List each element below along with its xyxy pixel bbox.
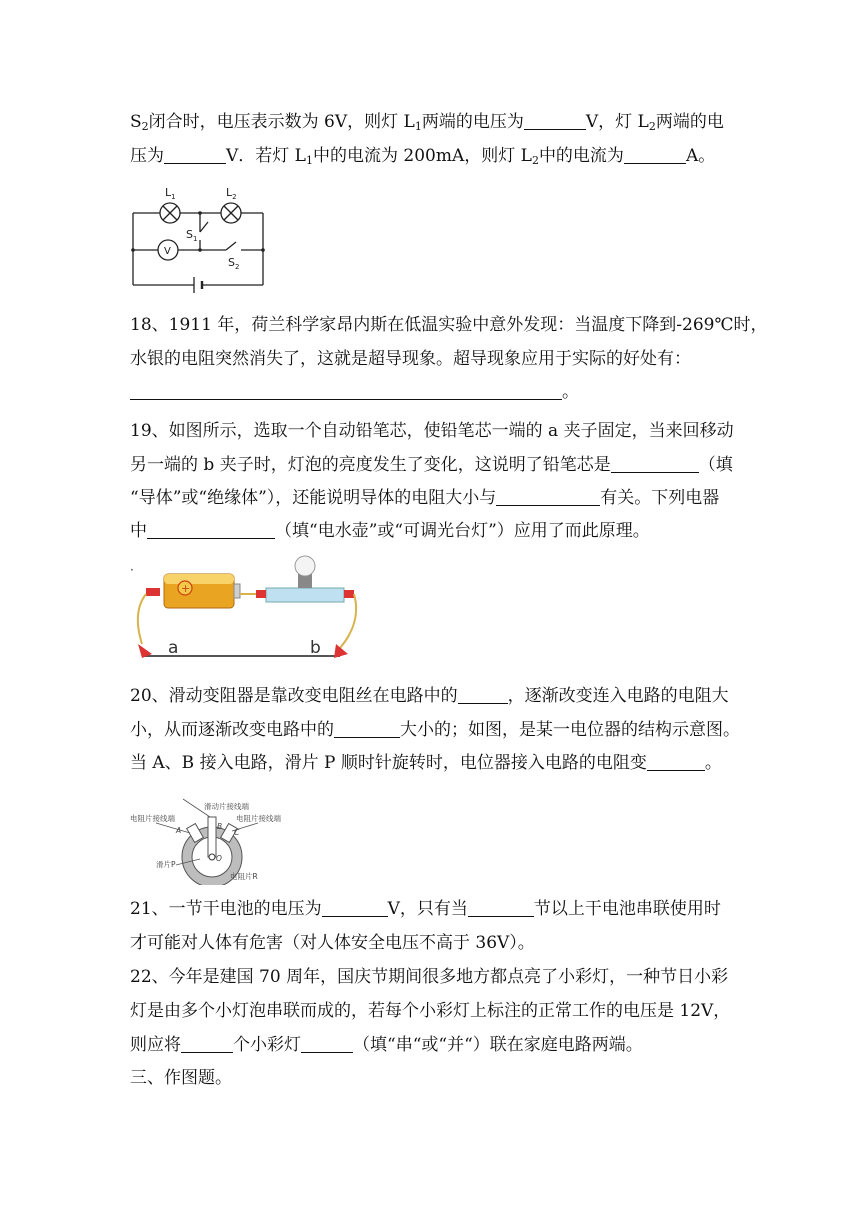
q17-line-2: 压为 V．若灯 $L_1$中的电流为 200mA，则灯 $L_2$中的电流为 A。: [130, 146, 716, 167]
q19-line-1: 19、如图所示，选取一个自动铅笔芯，使铅笔芯一端的 a 夹子固定，当来回移动: [130, 421, 734, 441]
answer-blank[interactable]: [624, 146, 686, 164]
q22-line-2: 灯是由多个小灯泡串联而成的，若每个小彩灯上标注的正常工作的电压是 12V，: [130, 1001, 731, 1021]
label-resistor-terminal-left: 电阻片接线端: [130, 814, 175, 823]
q21-line-1: 21、一节干电池的电压为 V，只有当 节以上干电池串联使用时: [130, 899, 721, 919]
label-C: C: [234, 828, 240, 837]
q18-line-2: 水银的电阻突然消失了，这就是超导现象。超导现象应用于实际的好处有：: [130, 349, 691, 369]
answer-blank[interactable]: [164, 146, 226, 164]
dot-mark: ·: [130, 563, 134, 577]
answer-blank[interactable]: [468, 899, 534, 917]
q18-line-3: 。: [130, 381, 579, 403]
q22-line-1: 22、今年是建国 70 周年，国庆节期间很多地方都点亮了小彩灯，一种节日小彩: [130, 967, 729, 987]
answer-blank[interactable]: [334, 720, 400, 738]
label-resistor-R: 电阻片R: [230, 872, 258, 881]
label-slider-terminal: 滑动片接线端: [204, 802, 249, 811]
answer-blank[interactable]: [181, 1035, 233, 1053]
answer-blank[interactable]: [647, 753, 705, 771]
label-b: b: [310, 638, 321, 658]
answer-blank[interactable]: [611, 455, 699, 473]
label-O: O: [216, 854, 222, 863]
answer-blank[interactable]: [130, 382, 562, 400]
answer-blank[interactable]: [524, 112, 586, 130]
answer-blank[interactable]: [301, 1035, 353, 1053]
label-a: a: [168, 638, 179, 658]
label-resistor-terminal-right: 电阻片接线端: [236, 814, 281, 823]
q19-line-3: “导体”或“绝缘体”），还能说明导体的电阻大小与 有关。下列电器: [130, 488, 720, 508]
label-S1: $S_1$: [186, 228, 198, 243]
answer-blank[interactable]: [322, 899, 388, 917]
q17-line-1: $S_2$闭合时，电压表示数为 6V，则灯 $L_1$两端的电压为 V，灯 $L_2$两端的电: [130, 112, 724, 133]
answer-blank[interactable]: [496, 488, 600, 506]
label-V: V: [164, 246, 171, 257]
q22-line-3: 则应将 个小彩灯 （填“串“或“并“）联在家庭电路两端。: [130, 1035, 643, 1055]
svg-text:+: +: [181, 582, 191, 595]
label-A: A: [176, 826, 182, 835]
label-L1: $L_1$: [165, 186, 176, 201]
answer-blank[interactable]: [147, 521, 275, 539]
label-slider-P: 滑片P: [156, 860, 176, 869]
q20-line-2: 小，从而逐渐改变电路中的 大小的；如图，是某一电位器的结构示意图。: [130, 720, 740, 740]
q19-pencil-circuit-photo: [128, 552, 358, 664]
q19-line-4: 中 （填“电水壶”或“可调光台灯”）应用了而此原理。: [130, 521, 650, 541]
q21-line-2: 才可能对人体有危害（对人体安全电压不高于 36V）。: [130, 933, 535, 953]
q20-potentiometer-diagram: [128, 795, 298, 885]
q20-line-3: 当 A、B 接入电路，滑片 P 顺时针旋转时，电位器接入电路的电阻变 。: [130, 753, 722, 773]
label-S2: $S_2$: [228, 256, 240, 271]
answer-blank[interactable]: [458, 686, 508, 704]
q17-circuit-diagram: [128, 180, 268, 298]
q18-line-1: 18、1911 年，荷兰科学家昂内斯在低温实验中意外发现：当温度下降到-269℃时，: [130, 315, 768, 335]
label-L2: $L_2$: [226, 186, 237, 201]
label-B: B: [217, 822, 223, 831]
q19-line-2: 另一端的 b 夹子时，灯泡的亮度发生了变化，这说明了铅笔芯是 （填: [130, 455, 733, 475]
section-3-heading: 三、作图题。: [130, 1068, 232, 1088]
q20-line-1: 20、滑动变阻器是靠改变电阻丝在电路中的 ，逐渐改变连入电路的电阻大: [130, 686, 729, 706]
